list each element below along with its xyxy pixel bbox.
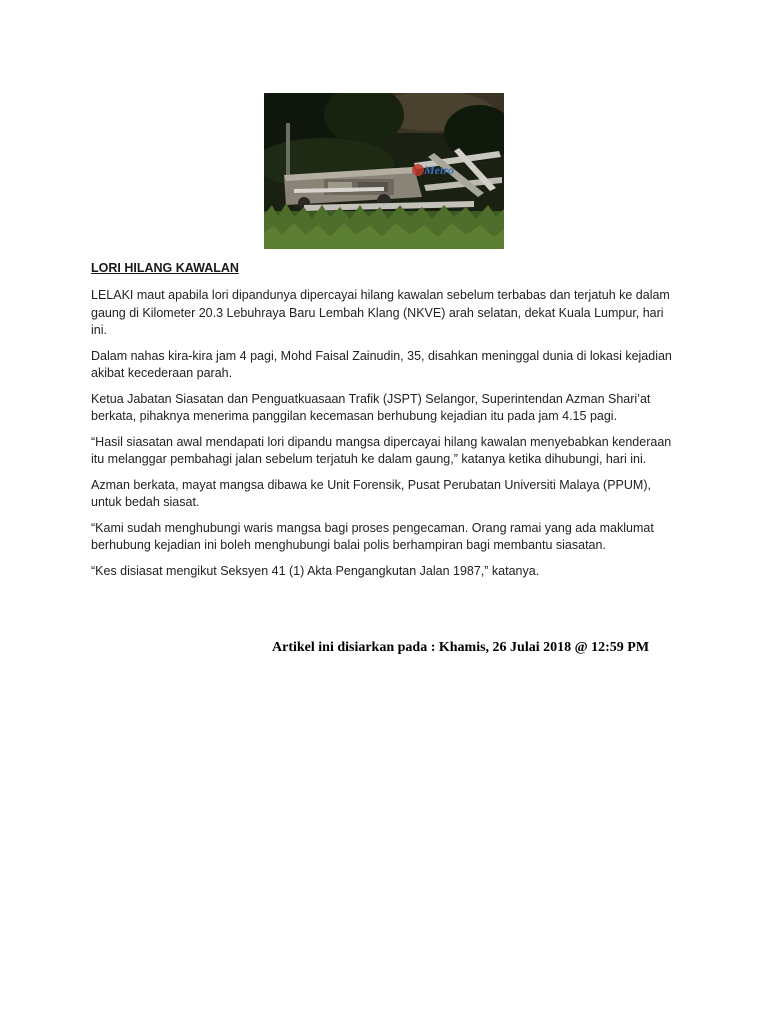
article-paragraph-7: “Kes disiasat mengikut Seksyen 41 (1) Akta Pengangkutan Jalan 1987,” katanya. xyxy=(91,563,540,578)
metro-logo-icon xyxy=(412,164,424,176)
crash-scene-image xyxy=(264,93,504,249)
article-paragraph-6: “Kami sudah menghubungi waris mangsa bagi proses pengecaman. Orang ramai yang ada maklumat berhubung kejadian ini boleh menghubungi balai polis berhampiran bagi membantu siasatan. xyxy=(91,520,654,552)
article-paragraph-3: Ketua Jabatan Siasatan dan Penguatkuasaan Trafik (JSPT) Selangor, Superintendan Azman Shari’at berkata, pihaknya menerima panggilan kecemasan berhubung kejadian itu pada jam 4.15 pagi. xyxy=(91,391,651,423)
article-paragraph-4: “Hasil siasatan awal mendapati lori dipandu mangsa dipercayai hilang kawalan menyebabkan kenderaan itu melanggar pembahagi jalan sebelum terjatuh ke dalam gaung,” katanya ketika dihubungi, hari ini. xyxy=(91,434,672,466)
photo-watermark: Metro xyxy=(424,163,454,177)
article-paragraph-1: LELAKI maut apabila lori dipandunya dipercayai hilang kawalan sebelum terbabas dan terjatuh ke dalam gaung di Kilometer 20.3 Lebuhraya Baru Lembah Klang (NKVE) arah selatan, dekat Kuala Lumpur, hari ini. xyxy=(91,288,670,337)
article-headline: LORI HILANG KAWALAN xyxy=(91,261,239,275)
article-body xyxy=(91,260,681,588)
publish-date-line: Artikel ini disiarkan pada : Khamis, 26 Julai 2018 @ 12:59 PM xyxy=(272,640,650,655)
article-paragraph-2: Dalam nahas kira-kira jam 4 pagi, Mohd Faisal Zainudin, 35, disahkan meninggal dunia di lokasi kejadian akibat kecederaan parah. xyxy=(91,348,672,380)
article-paragraph-5: Azman berkata, mayat mangsa dibawa ke Unit Forensik, Pusat Perubatan Universiti Malaya (PPUM), untuk bedah siasat. xyxy=(91,477,651,509)
article-photo xyxy=(264,93,504,249)
